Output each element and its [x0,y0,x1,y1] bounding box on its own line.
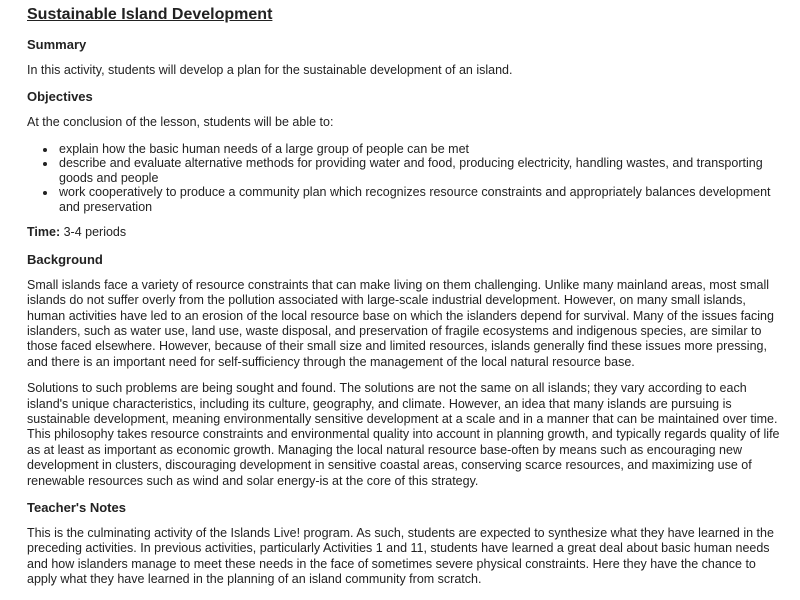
summary-heading: Summary [27,37,87,52]
time-label: Time: [27,225,61,240]
objective-item: • work cooperatively to produce a community plan which recognizes resource constraints and appropriately balances development and preservation [57,185,787,214]
objectives-intro: At the conclusion of the lesson, students will be able to: [27,115,334,130]
background-section [27,252,787,489]
teachers-notes-heading: Teacher's Notes [27,500,126,515]
objectives-heading: Objectives [27,89,93,105]
objective-item: • explain how the basic human needs of a large group of people can be met [57,142,787,157]
background-paragraph: Solutions to such problems are being sought and found. The solutions are not the same on all islands; they vary according to each island's unique characteristics, including its culture, geography, and climate. However, an idea that many islands are pursuing is sustainable development, meaning environmentally sensitive development at a scale and in a manner that can be maintained over time. This philosophy takes resource constraints and environmental quality into account in planning growth, and typically regards quality of life as at least as important as economic growth. Managing the local natural resource base-often by means such as encouraging new development in clusters, discouraging development in sensitive coastal areas, conserving scarce resources, and maximizing use of renewable resources such as wind and solar energy-is at the core of this strategy. [27,381,780,488]
objectives-section [27,89,787,240]
objective-item: • describe and evaluate alternative methods for providing water and food, producing electricity, handling wastes, and transporting goods and people [57,156,787,185]
document-title: Sustainable Island Development [27,6,273,23]
objectives-list [27,142,787,215]
teachers-notes-text: This is the culminating activity of the Islands Live! program. As such, students are expected to synthesize what they have learned in the preceding activities. In previous activities, particularly Activities 1 and 11, students have learned a great deal about basic human needs and how islanders manage to meet these needs in the face of sometimes severe physical constraints. Here they have the chance to apply what they have learned in the planning of an island community from scratch. [27,526,774,587]
teachers-notes-section [27,500,787,588]
background-heading: Background [27,251,103,267]
summary-section [27,37,787,78]
summary-text: In this activity, students will develop a plan for the sustainable development of an island. [27,63,513,77]
background-paragraph: Small islands face a variety of resource constraints that can make living on them challenging. Unlike many mainland areas, most small islands do not suffer overly from the pollution associated with large-scale industrial development. However, on many small islands, human activities have led to an erosion of the local resource base on which the islanders depend for survival. Many of the issues facing islanders, such as water use, land use, waste disposal, and preservation of fragile ecosystems and indigenous species, are similar to those faced elsewhere. However, because of their small size and limited resources, islands generally find these issues more pressing, and there is an important need for self-sufficiency through the management of the local natural resource base. [27,277,774,369]
time-value: 3-4 periods [60,225,127,240]
time-line [27,225,787,240]
